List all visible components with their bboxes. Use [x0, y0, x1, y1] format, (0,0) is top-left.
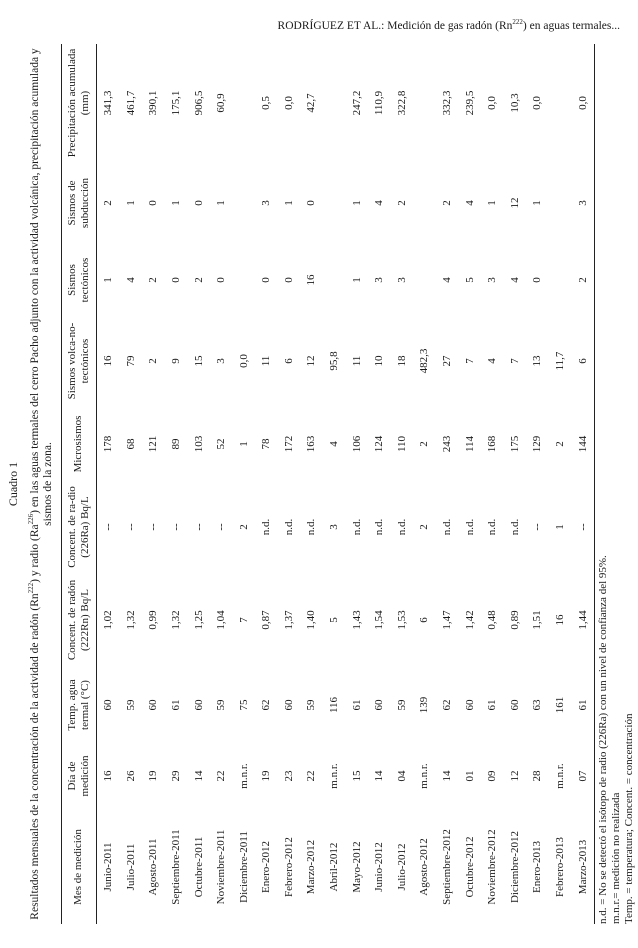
table-header-row	[61, 44, 96, 924]
cell-radio: --	[124, 523, 137, 531]
table-row	[96, 44, 119, 924]
cell-radio: n.d.	[441, 518, 454, 536]
cell-micro: 163	[305, 435, 318, 453]
cell-dia: 29	[169, 770, 182, 782]
cell-prec	[549, 44, 572, 162]
cell-dia: 16	[102, 770, 115, 782]
cell-micro: 89	[169, 438, 182, 450]
table-row	[278, 44, 301, 924]
cell-mes: Septiembre-2011	[169, 829, 182, 905]
note-mnr: m.n.r.= medición no realizada	[609, 792, 622, 924]
cell-dia: 09	[486, 770, 499, 782]
cell-micro: 106	[350, 435, 363, 453]
cell-dia: 26	[124, 770, 137, 782]
cell-dia: 23	[282, 770, 295, 782]
cell-micro: 243	[441, 435, 454, 453]
cell-volc: 6	[282, 358, 295, 364]
cell-prec	[413, 44, 436, 162]
cell-radio: --	[215, 523, 228, 531]
cell-mes: Agosto-2012	[418, 838, 431, 896]
cell-temp: 139	[418, 696, 431, 714]
cell-radon: 0,87	[260, 610, 273, 630]
cell-subd: 1	[215, 200, 228, 206]
cell-temp: 60	[192, 699, 205, 711]
cell-dia: 19	[260, 770, 273, 782]
cell-prec	[232, 44, 255, 162]
cell-tect: 4	[124, 277, 137, 283]
cell-radio: n.d.	[395, 518, 408, 536]
cell-mes: Abril-2012	[328, 842, 341, 892]
table-block	[6, 44, 636, 924]
cell-subd	[232, 162, 255, 244]
cell-tect	[232, 244, 255, 316]
cell-micro: 2	[554, 441, 566, 447]
cell-dia: 28	[531, 770, 544, 782]
cell-micro: 168	[486, 435, 499, 453]
cell-dia: 22	[215, 770, 228, 782]
table-row	[345, 44, 368, 924]
cell-radon: 7	[237, 617, 250, 623]
cell-temp: 60	[282, 699, 295, 711]
table-row	[187, 44, 210, 924]
cell-micro: 68	[124, 438, 137, 450]
cell-prec: 0,0	[571, 44, 594, 162]
cell-subd: 0	[305, 200, 318, 206]
cell-dia: m.n.r.	[554, 763, 566, 789]
cell-prec: 390,1	[147, 90, 160, 116]
cell-volc: 15	[192, 355, 205, 367]
cell-dia: 15	[350, 770, 363, 782]
cell-subd: 3	[571, 162, 594, 244]
cell-micro: 1	[237, 441, 250, 447]
cell-temp: 61	[571, 668, 594, 742]
cell-mes: Marzo-2013	[571, 810, 594, 924]
cell-prec: 322,8	[395, 90, 408, 116]
cell-volc: 482,3	[418, 348, 431, 374]
table-row	[210, 44, 233, 924]
cell-micro: 2	[418, 441, 431, 447]
cell-tect: 0	[282, 277, 295, 283]
cell-dia: 19	[147, 770, 160, 782]
cell-temp: 61	[350, 699, 363, 711]
cell-subd: 2	[441, 200, 454, 206]
col-volc: Sismos volca-no-tectónicos	[61, 316, 96, 406]
cell-radio: --	[571, 482, 594, 572]
cell-radon: 0,48	[486, 610, 499, 630]
cell-mes: Marzo-2012	[305, 839, 318, 895]
cell-temp: 60	[102, 699, 115, 711]
cell-subd: 0	[192, 200, 205, 206]
cell-prec: 332,3	[441, 90, 454, 116]
cell-temp: 116	[328, 696, 341, 714]
table-row	[323, 44, 346, 924]
cell-temp: 59	[124, 699, 137, 711]
cell-mes: Febrero-2013	[554, 837, 566, 897]
cell-mes: Mayo-2012	[350, 841, 363, 893]
cell-radio: --	[531, 523, 544, 531]
cell-volc: 6	[571, 316, 594, 406]
cell-temp: 60	[147, 699, 160, 711]
cell-radio: 2	[418, 524, 431, 530]
table-row	[413, 44, 436, 924]
cell-radon: 1,04	[215, 610, 228, 630]
table-body	[96, 44, 594, 924]
cell-tect: 3	[486, 277, 499, 283]
table-row	[481, 44, 504, 924]
cell-temp: 60	[508, 699, 521, 711]
table-row	[526, 44, 549, 924]
cell-subd: 1	[531, 200, 544, 206]
cell-micro: 78	[260, 438, 273, 450]
col-prec: Precipitación acumulada (mm)	[61, 44, 96, 162]
table-row	[368, 44, 391, 924]
col-mes: Mes de medición	[61, 810, 96, 924]
cell-volc: 95,8	[328, 351, 341, 371]
cell-temp: 59	[215, 699, 228, 711]
cell-volc: 2	[147, 358, 160, 364]
cell-micro: 103	[192, 435, 205, 453]
cell-radio: --	[192, 523, 205, 531]
running-head-sup: 222	[512, 18, 523, 26]
cell-prec: 341,3	[102, 90, 115, 116]
cell-tect: 2	[147, 277, 160, 283]
cell-tect: 4	[508, 277, 521, 283]
cell-prec: 0,0	[282, 96, 295, 110]
cell-temp: 61	[169, 699, 182, 711]
table-row	[300, 44, 323, 924]
cell-prec: 239,5	[463, 90, 476, 116]
cell-tect: 0	[531, 277, 544, 283]
cell-micro: 110	[395, 435, 408, 453]
col-temp: Temp. agua termal (°C)	[61, 668, 96, 742]
cell-radon: 1,44	[571, 572, 594, 668]
cell-radon: 1,40	[305, 610, 318, 630]
cell-mes: Febrero-2012	[282, 837, 295, 897]
cell-temp: 63	[531, 699, 544, 711]
cell-tect: 3	[373, 277, 386, 283]
cell-dia: 14	[373, 770, 386, 782]
cell-dia: 04	[395, 770, 408, 782]
cell-micro: 178	[102, 435, 115, 453]
cell-radon: 1,32	[169, 610, 182, 630]
cell-volc: 13	[531, 355, 544, 367]
cell-radio: n.d.	[463, 518, 476, 536]
cell-subd: 4	[373, 200, 386, 206]
table-row	[504, 44, 527, 924]
cell-radio: --	[147, 523, 160, 531]
cell-micro: 124	[373, 435, 386, 453]
cell-radon: 1,47	[441, 610, 454, 630]
cell-mes: Junio-2011	[102, 842, 115, 892]
cell-subd: 1	[169, 200, 182, 206]
cell-tect: 2	[571, 244, 594, 316]
col-radon: Concent. de radón (222Rn) Bq/L	[61, 572, 96, 668]
cell-radio: n.d.	[260, 518, 273, 536]
cell-mes: Enero-2013	[531, 841, 544, 893]
cell-volc: 7	[463, 358, 476, 364]
cell-radio: n.d.	[350, 518, 363, 536]
cell-radon: 1,43	[350, 610, 363, 630]
table-caption: Resultados mensuales de la concentración de la actividad de radón (Rn$^{222}$) y radio (Ra$^{226}$) en las aguas termales del cerro Pacho adjunto con la actividad volcánica, precipitación acumulada y sismos de la zona.	[27, 48, 54, 920]
table-row	[436, 44, 459, 924]
cell-tect	[549, 244, 572, 316]
cell-subd: 4	[463, 200, 476, 206]
cell-volc: 3	[215, 358, 228, 364]
cell-volc: 11,7	[554, 351, 566, 371]
table-row	[165, 44, 188, 924]
col-radio: Concent. de ra-dio (226Ra) Bq/L	[61, 482, 96, 572]
cell-micro: 175	[508, 435, 521, 453]
cell-mes: Julio-2012	[395, 843, 408, 891]
cell-volc: 27	[441, 355, 454, 367]
cell-dia: 22	[305, 770, 318, 782]
cell-radon: 1,02	[102, 610, 115, 630]
cell-radon: 1,25	[192, 610, 205, 630]
cell-prec: 906,5	[192, 90, 205, 116]
cell-dia: m.n.r.	[418, 763, 431, 789]
cell-radon: 0,89	[508, 610, 521, 630]
cell-mes: Julio-2011	[124, 843, 137, 891]
cell-volc: 10	[373, 355, 386, 367]
cell-prec: 247,2	[350, 90, 363, 116]
cell-volc: 18	[395, 355, 408, 367]
cell-mes: Junio-2012	[373, 842, 386, 892]
cell-dia: 14	[192, 770, 205, 782]
cell-radio: --	[102, 523, 115, 531]
cell-temp: 60	[463, 699, 476, 711]
cell-radio: n.d.	[282, 518, 295, 536]
cell-tect: 0	[169, 277, 182, 283]
col-dia: Día de medición	[61, 742, 96, 810]
cell-prec	[323, 44, 346, 162]
cell-tect: 3	[395, 277, 408, 283]
cell-subd: 3	[260, 200, 273, 206]
cell-radio: 1	[554, 524, 566, 530]
cell-volc: 7	[508, 358, 521, 364]
running-head	[150, 18, 620, 32]
cell-radon: 1,42	[463, 610, 476, 630]
cell-dia: m.n.r.	[237, 763, 250, 789]
cell-volc: 16	[102, 355, 115, 367]
cell-tect: 4	[441, 277, 454, 283]
cell-subd: 2	[102, 200, 115, 206]
cell-tect	[323, 244, 346, 316]
cell-prec: 10,3	[508, 93, 521, 113]
cell-radio: n.d.	[373, 518, 386, 536]
table-notes	[597, 44, 636, 924]
cell-mes: Septiembre-2012	[441, 829, 454, 905]
table-row	[458, 44, 481, 924]
cell-tect: 16	[305, 274, 318, 286]
cell-prec: 42,7	[305, 93, 318, 113]
table-row	[119, 44, 142, 924]
cell-volc: 12	[305, 355, 318, 367]
cell-prec: 0,0	[486, 96, 499, 110]
cell-radon: 1,37	[282, 610, 295, 630]
cell-radio: n.d.	[486, 518, 499, 536]
table-label: Cuadro 1	[6, 461, 20, 507]
cell-prec: 461,7	[124, 90, 137, 116]
cell-radon: 6	[418, 617, 431, 623]
cell-mes: Enero-2012	[260, 841, 273, 893]
cell-dia: 14	[441, 770, 454, 782]
cell-volc: 4	[486, 358, 499, 364]
rotated-page	[0, 38, 635, 948]
col-micro: Microsismos	[61, 406, 96, 482]
cell-mes: Noviembre-2011	[215, 829, 228, 905]
cell-temp: 62	[260, 699, 273, 711]
cell-subd: 12	[508, 197, 521, 209]
cell-dia: 07	[571, 742, 594, 810]
cell-subd: 1	[486, 200, 499, 206]
cell-temp: 59	[305, 699, 318, 711]
cell-radon: 1,53	[395, 610, 408, 630]
cell-volc: 9	[169, 358, 182, 364]
cell-prec: 175,1	[169, 90, 182, 116]
cell-temp: 60	[373, 699, 386, 711]
cell-temp: 61	[486, 699, 499, 711]
cell-dia: m.n.r.	[328, 763, 341, 789]
col-tect: Sismos tectónicos	[61, 244, 96, 316]
cell-subd: 2	[395, 200, 408, 206]
cell-subd: 1	[124, 200, 137, 206]
cell-subd	[413, 162, 436, 244]
cell-subd: 1	[282, 200, 295, 206]
cell-volc: 79	[124, 355, 137, 367]
cell-tect: 2	[192, 277, 205, 283]
running-head-end: ) en aguas termales...	[522, 19, 620, 32]
cell-tect: 0	[215, 277, 228, 283]
cell-radon: 1,54	[373, 610, 386, 630]
note-nd: n.d. = No se detectó el isótopo de radio (226Ra) con un nivel de confianza del 95%.	[596, 555, 609, 924]
cell-radio: n.d.	[508, 518, 521, 536]
cell-micro: 172	[282, 435, 295, 453]
cell-tect: 1	[350, 277, 363, 283]
cell-micro: 52	[215, 438, 228, 450]
cell-mes: Diciembre-2012	[508, 830, 521, 904]
col-subd: Sismos de subducción	[61, 162, 96, 244]
cell-radon: 0,99	[147, 610, 160, 630]
note-abbrev: Temp. = temperatura; Concent. = concentración	[622, 713, 635, 924]
cell-radio: 2	[237, 524, 250, 530]
cell-mes: Octubre-2011	[192, 836, 205, 898]
cell-prec: 0,5	[260, 96, 273, 110]
cell-mes: Octubre-2012	[463, 836, 476, 898]
cell-mes: Noviembre-2012	[486, 829, 499, 905]
table-row	[571, 44, 594, 924]
cell-subd	[323, 162, 346, 244]
cell-tect: 1	[102, 277, 115, 283]
cell-radio: 3	[328, 524, 341, 530]
cell-temp: 161	[554, 696, 566, 714]
cell-mes: Agosto-2011	[147, 838, 160, 896]
cell-radon: 16	[554, 614, 566, 626]
cell-dia: 01	[463, 770, 476, 782]
cell-radon: 1,51	[531, 610, 544, 630]
cell-temp: 62	[441, 699, 454, 711]
cell-tect: 5	[463, 277, 476, 283]
table-row	[142, 44, 165, 924]
cell-prec: 0,0	[531, 96, 544, 110]
cell-radio: n.d.	[305, 518, 318, 536]
cell-volc: 0,0	[237, 354, 250, 368]
cell-subd: 0	[147, 200, 160, 206]
cell-micro: 4	[328, 441, 341, 447]
cell-subd: 1	[350, 200, 363, 206]
cell-prec: 110,9	[373, 90, 386, 116]
cell-temp: 75	[237, 699, 250, 711]
cell-radon: 1,32	[124, 610, 137, 630]
cell-volc: 11	[350, 355, 363, 367]
cell-micro: 144	[571, 406, 594, 482]
cell-radon: 5	[328, 617, 341, 623]
table-row	[255, 44, 278, 924]
table-row	[232, 44, 255, 924]
cell-micro: 121	[147, 435, 160, 453]
data-table	[61, 44, 595, 924]
cell-tect: 0	[260, 277, 273, 283]
running-head-text: RODRÍGUEZ ET AL.: Medición de gas radón (Rn	[277, 19, 513, 32]
cell-radio: --	[169, 523, 182, 531]
cell-subd	[549, 162, 572, 244]
cell-prec: 60,9	[215, 93, 228, 113]
cell-micro: 129	[531, 435, 544, 453]
cell-micro: 114	[463, 435, 476, 453]
table-row	[549, 44, 572, 924]
cell-mes: Diciembre-2011	[237, 831, 250, 903]
table-row	[391, 44, 414, 924]
cell-temp: 59	[395, 699, 408, 711]
cell-dia: 12	[508, 770, 521, 782]
cell-volc: 11	[260, 355, 273, 367]
cell-tect	[413, 244, 436, 316]
